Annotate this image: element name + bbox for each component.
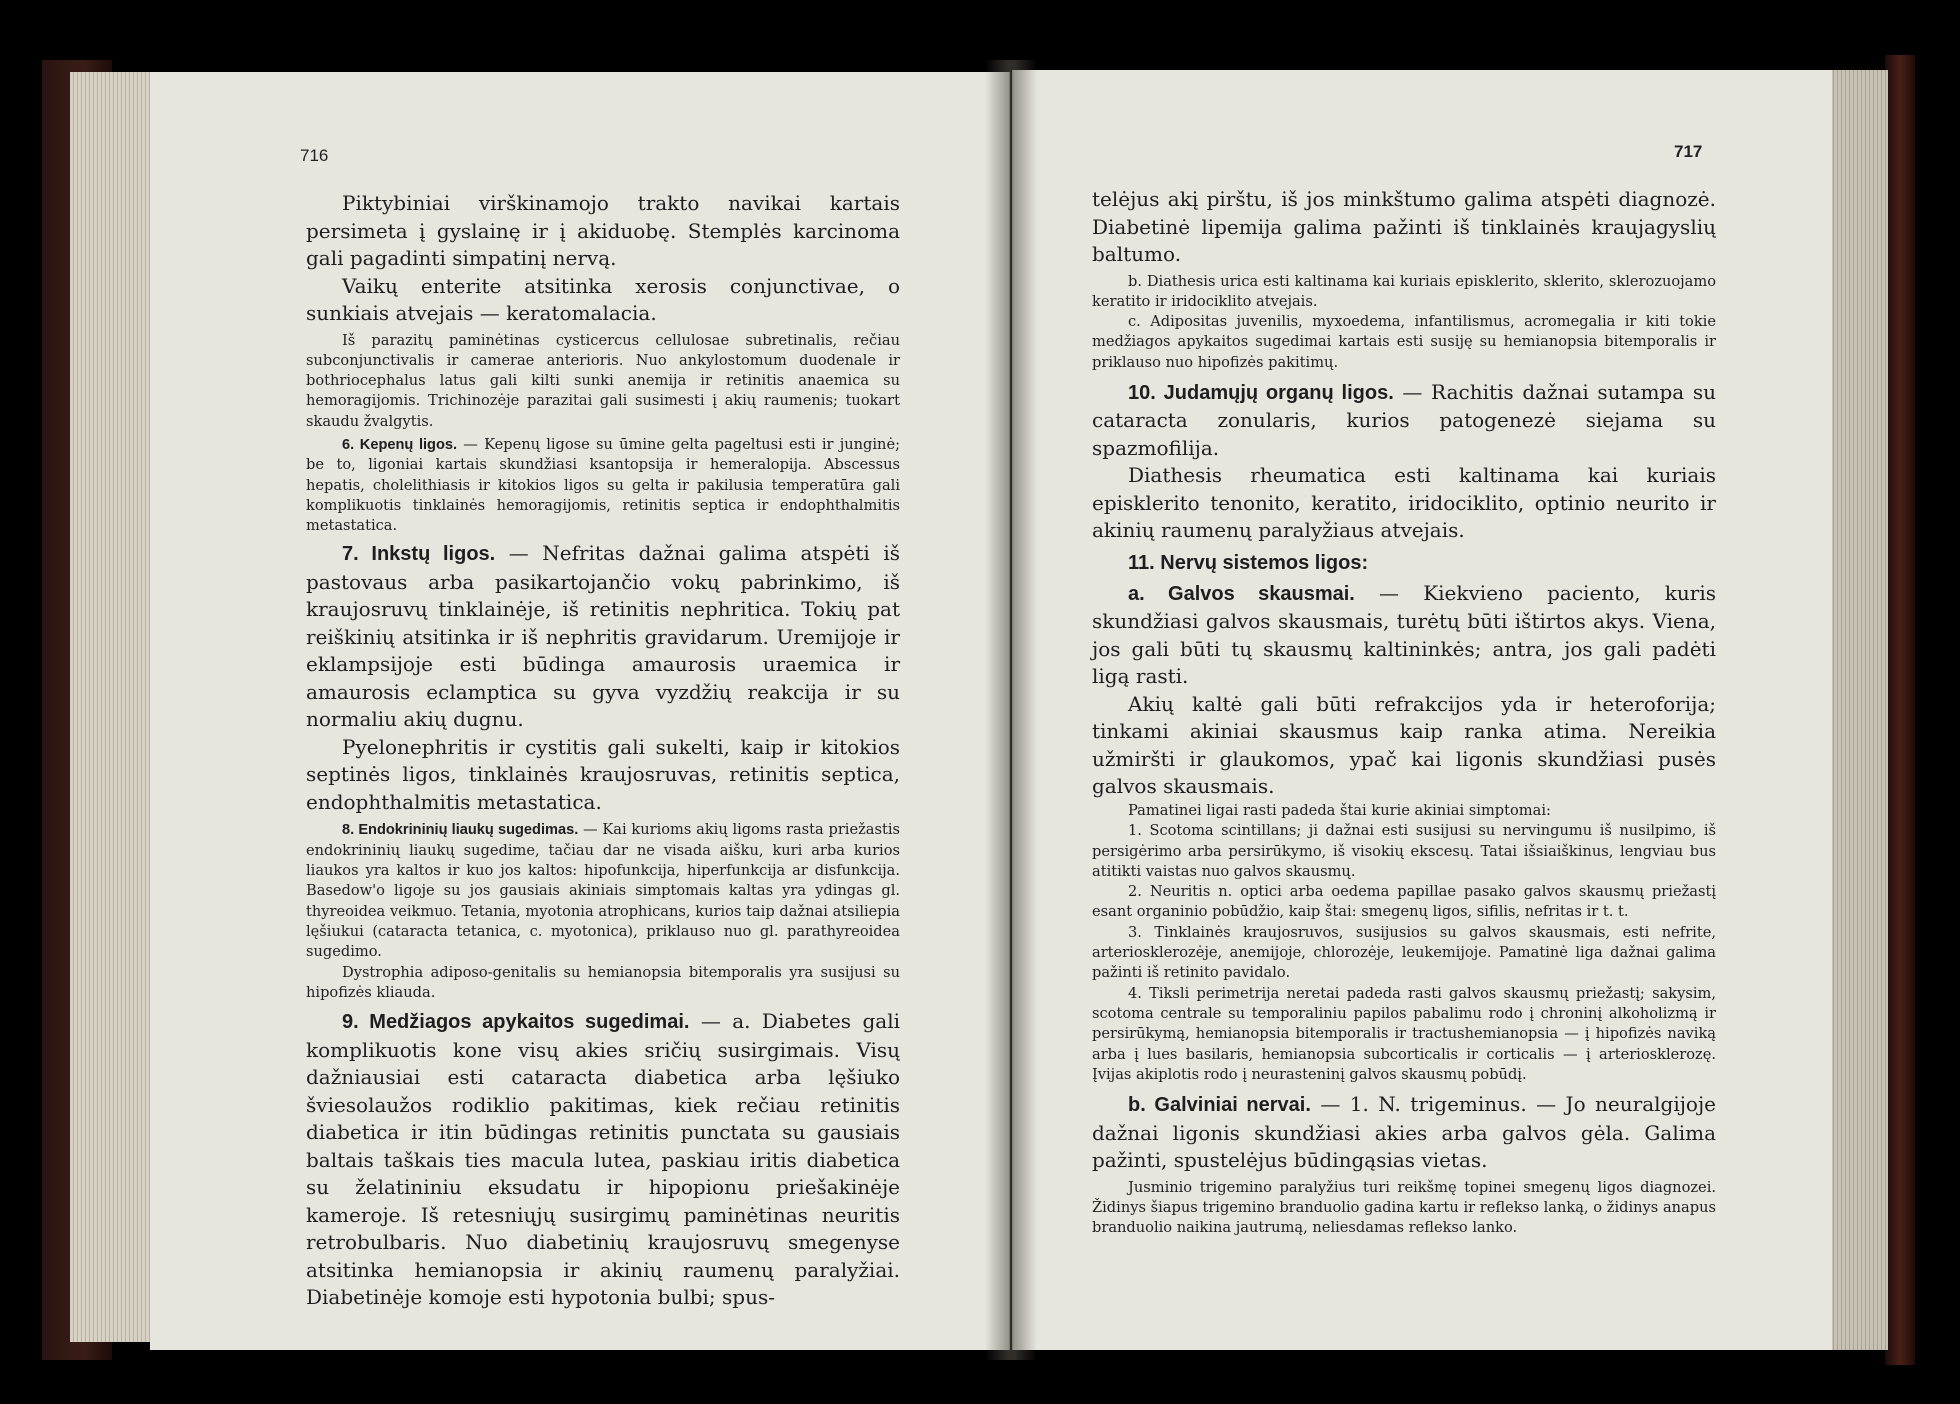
paragraph-small: 2. Neuritis n. optici arba oedema papillae pasako galvos skausmų priežastį esant organinio pobūdžio, kaip štai: smegenų ligos, sifilis, nefritas ir t. t.	[1092, 883, 1716, 921]
section-heading: b. Galviniai nervai.	[1128, 1094, 1311, 1117]
paragraph: Diathesis rheumatica esti kaltinama kai kuriais episklerito tenonito, keratito, iridociklito, optinio neurito ir akinių raumenų paralyžiaus atvejais.	[1092, 463, 1716, 543]
paragraph-small: Dystrophia adiposo-genitalis su hemianopsia bitemporalis yra susijusi su hipofizės kliauda.	[306, 963, 900, 1001]
paragraph-small	[306, 435, 900, 536]
section-heading: 6. Kepenų ligos.	[342, 436, 458, 453]
paragraph-small	[306, 820, 900, 962]
section-body: — 1. N. trigeminus. — Jo neuralgijoje dažnai ligonis skundžiasi akies arba galvos gėla. Galima pažinti, spustelėjus būdingąsias vietas.	[1092, 1092, 1716, 1173]
paragraph-small: 1. Scotoma scintillans; ji dažnai esti susijusi su nervingumu iš nusilpimo, iš persigėrimo arba persirūkymo, iš visokių ekscesų. Tatai išsiaiškinus, lengviau bus atitikti vaistas nuo galvos skausmų.	[1092, 822, 1716, 880]
right-page	[1012, 70, 1832, 1350]
paragraph-small: Iš parazitų paminėtinas cysticercus cellulosae subretinalis, rečiau subconjunctivalis ir camerae anterioris. Nuo ankylostomum duodenale ir bothriocephalus latus gali kilti sunki anemija ir retinitis anaemica su hemoragijomis. Trichinozėje parazitai gali susimesti į akių raumenis; tuokart skaudu žvalgytis.	[306, 331, 900, 430]
section-heading: 7. Inkstų ligos.	[342, 543, 496, 566]
paragraph-small: 4. Tiksli perimetrija neretai padeda rasti galvos skausmų priežastį; sakysim, scotoma centrale su temporaliniu papilos pabalimu rodo į chroninį alkoholizmą ir persirūkymą, hemianopsia bitemporalis ir tractushemianopsia — į hipofizės naviką arba į lues basilaris, hemianopsia subcorticalis ir corticalis — į arteriosklerozę. Įvijas akiplotis rodo į neurasteninį galvos skausmų pobūdį.	[1092, 984, 1716, 1083]
section-body: — a. Diabetes gali komplikuotis kone visų akies sričių susirgimais. Visų dažniausiai esti cataracta diabetica arba lęšiuko šviesolaužos rodiklio pakitimas, kiek rečiau retinitis diabetica ir itin būdingas retinitis punctata su gausiais baltais taškais ties macula lutea, paskiau iritis diabetica su želatininiu eksudatu ir hipopionu priešakinėje kameroje. Iš retesniųjų susirgimų paminėtinas neuritis retrobulbaris. Nuo diabetinių kraujosruvų smegenyse atsitinka hemianopsia ir akinių raumenų paralyžiai. Diabetinėje komoje esti hypotonia bulbi; spus-	[306, 1009, 900, 1310]
paragraph: Vaikų enterite atsitinka xerosis conjunctivae, o sunkiais atvejais — keratomalacia.	[306, 273, 900, 325]
section-body: — Kai kurioms akių ligoms rasta priežastis endokrininių liaukų sugedime, tačiau dar ne visada aišku, kuri arba kurios liaukos yra kaltos ir kuo jos kaltos: hipofunkcija, hiperfunkcija ar disfunkcija. Basedow'o ligoje su jos gausiais akiniais simptomais kaltas yra ydingas gl. thyreoidea veikmuo. Tetania, myotonia atrophicans, kurios taip dažnai atsiliepia lęšiukui (cataracta tetanica, c. myotonica), priklauso nuo gl. parathyreoidea sugedimo.	[306, 821, 900, 961]
paragraph	[1092, 379, 1716, 463]
paragraph-small: Pamatinei ligai rasti padeda štai kurie akiniai simptomai:	[1128, 801, 1551, 819]
paragraph-small: 3. Tinklainės kraujosruvos, susijusios su galvos skausmais, esti nefrite, arteriosklerozėje, anemijoje, chlorozėje, leukemijoje. Pamatinė liga dažnai galima pažinti iš retinito pavidalo.	[1092, 923, 1716, 982]
paragraph	[306, 540, 900, 734]
left-page-text	[306, 190, 900, 1312]
book-gutter	[985, 60, 1037, 1360]
section-body: — Kepenų ligose su ūmine gelta pageltusi esti ir junginė; be to, ligoniai kartais skundžiasi ksantopsija ir hemeralopija. Abscessus hepatis, cholelithiasis ir kitokios ligos su gelta ir pakilusia temperatūra gali komplikuotis tinklainės hemoragijomis, retinitis septica ir endophthalmitis metastatica.	[306, 435, 901, 535]
paragraph: Akių kaltė gali būti refrakcijos yda ir heteroforija; tinkami akiniai skausmus kaip ranka atima. Nereikia užmiršti ir glaukomos, ypač kai ligonis skundžiasi pusės galvos skausmais.	[1092, 691, 1716, 799]
section-body: — Kiekvieno paciento, kuris skundžiasi galvos skausmais, turėtų būti ištirtos akys. Viena, jos gali būti tų skausmų kaltininkės; antra, jos gali padėti ligą rasti.	[1092, 580, 1716, 689]
right-page-text	[1092, 186, 1716, 1239]
paragraph: telėjus akį pirštu, iš jos minkštumo galima atspėti diagnozė. Diabetinė lipemija galima pažinti iš tinklainės kraujagyslių baltumo.	[1092, 187, 1716, 266]
section-title: 11. Nervų sistemos ligos:	[1128, 551, 1369, 574]
paragraph: Piktybiniai virškinamojo trakto navikai kartais persimeta į gyslainę ir į akiduobę. Stemplės karcinoma gali pagadinti simpatinį nervą.	[306, 191, 900, 270]
page-edges-left	[70, 72, 158, 1342]
left-page	[150, 72, 1010, 1350]
section-heading: 8. Endokrininių liaukų sugedimas.	[342, 822, 579, 839]
paragraph-small: b. Diathesis urica esti kaltinama kai kuriais episklerito, sklerito, sklerozuojamo keratito ir iridociklito atvejais.	[1092, 272, 1716, 310]
section-heading: 10. Judamųjų organų ligos.	[1128, 381, 1394, 404]
section-heading: 9. Medžiagos apykaitos sugedimai.	[342, 1011, 690, 1034]
section-body: — Nefritas dažnai galima atspėti iš pastovaus arba pasikartojančio vokų pabrinkimo, iš kraujosruvų tinklainėje, iš retinitis nephritica. Tokių pat reiškinių atsitinka ir iš nephritis gravidarum. Uremijoje ir eklampsijoje esti būdinga amaurosis uraemica ir amaurosis eclamptica su gyva vyzdžių reakcija ir su normaliu akių dugnu.	[306, 541, 900, 732]
page-number-left: 716	[300, 146, 329, 165]
paragraph-small: Jusminio trigemino paralyžius turi reikšmę topinei smegenų ligos diagnozei. Židinys šiapus trigemino branduolio gadina kartu ir reflekso lanką, o židinys anapus branduolio naikina jautrumą, neliesdamas reflekso lanko.	[1092, 1178, 1716, 1237]
paragraph	[1092, 1091, 1716, 1175]
book-cover-right	[1885, 55, 1915, 1365]
paragraph	[1092, 580, 1716, 691]
paragraph: Pyelonephritis ir cystitis gali sukelti, kaip ir kitokios septinės ligos, tinklainės kraujosruvas, retinitis septica, endophthalmitis metastatica.	[306, 734, 900, 814]
section-heading: a. Galvos skausmai.	[1128, 582, 1355, 605]
paragraph-small: c. Adipositas juvenilis, myxoedema, infantilismus, acromegalia ir kiti tokie medžiagos apykaitos sugedimai kartais esti susiję su hemianopsia bitemporalis ir priklauso nuo hipofizės pakitimų.	[1092, 313, 1716, 371]
paragraph	[306, 1008, 900, 1312]
section-body: — Rachitis dažnai sutampa su cataracta zonularis, kurios patogenezė siejama su spazmofilija.	[1092, 379, 1716, 460]
page-number-right: 717	[1674, 142, 1703, 161]
